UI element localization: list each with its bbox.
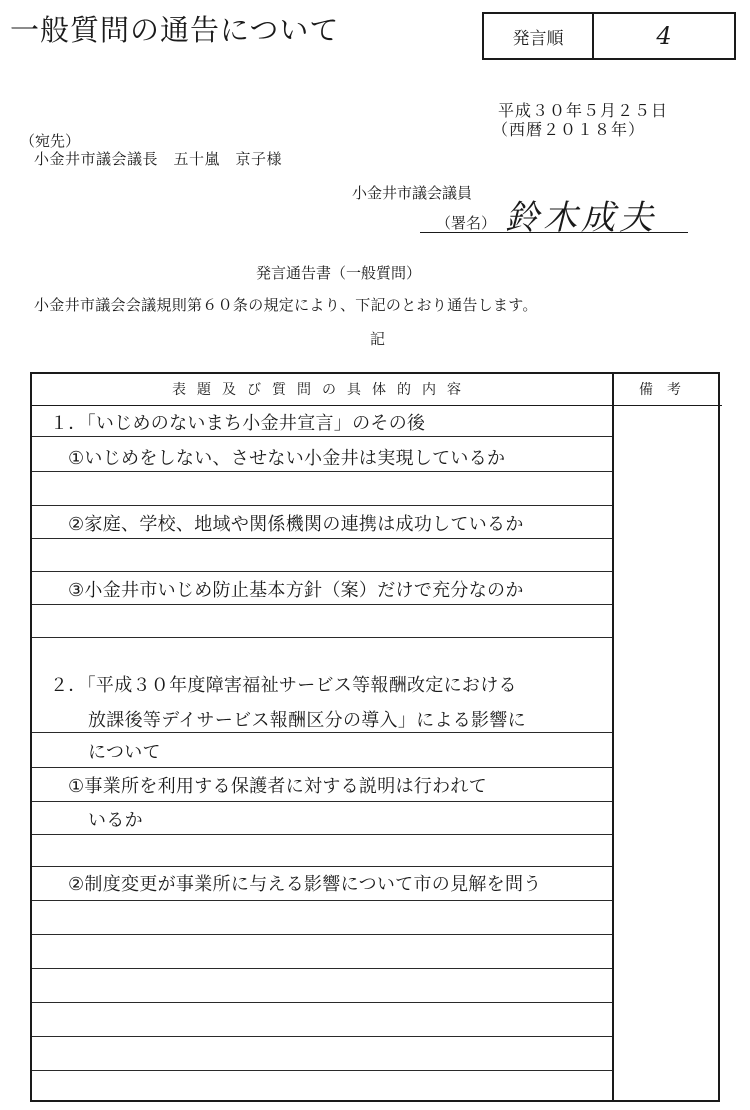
- ruled-line: [32, 505, 612, 506]
- speaking-order-box: [482, 12, 736, 60]
- ruled-line: [32, 866, 612, 867]
- header-rule-note: [612, 405, 722, 406]
- header-rule: [32, 405, 612, 406]
- date-japanese: 平成３０年５月２５日: [498, 101, 669, 120]
- document-subtitle: 発言通告書（一般質問）: [256, 264, 422, 282]
- question-item-1-2: ②家庭、学校、地域や関係機関の連携は成功しているか: [68, 514, 524, 535]
- ruled-line: [32, 732, 612, 733]
- ruled-line: [32, 767, 612, 768]
- date-western: （西暦２０１８年）: [492, 120, 646, 139]
- signature-label: （署名）: [436, 214, 497, 232]
- ruled-line: [32, 1070, 612, 1071]
- ruled-line: [32, 1036, 612, 1037]
- handwritten-signature: 鈴木成夫: [505, 198, 657, 238]
- addressee-name: 小金井市議会議長 五十嵐 京子様: [34, 150, 283, 168]
- ruled-line: [32, 637, 612, 638]
- document-title: 一般質問の通告について: [10, 13, 340, 47]
- addressee-label: （宛先）: [20, 132, 81, 150]
- ruled-line: [32, 968, 612, 969]
- ruled-line: [32, 900, 612, 901]
- ruled-line: [32, 604, 612, 605]
- ruled-line: [32, 1002, 612, 1003]
- question-item-1-3: ③小金井市いじめ防止基本方針（案）だけで充分なのか: [68, 580, 524, 601]
- signature-underline: [420, 232, 688, 233]
- question-item-2-1: ①事業所を利用する保護者に対する説明は行われて: [68, 776, 488, 797]
- question-heading-2-cont: 放課後等デイサービス報酬区分の導入」による影響に: [88, 710, 526, 731]
- sender-title: 小金井市議会議員: [352, 184, 473, 202]
- ruled-line: [32, 801, 612, 802]
- table-header-content: 表題及び質問の具体的内容: [172, 382, 472, 398]
- ki-mark: 記: [370, 330, 386, 348]
- question-heading-2-cont: について: [88, 742, 161, 763]
- column-divider: [612, 374, 614, 1100]
- question-heading-2: ２．「平成３０年度障害福祉サービス等報酬改定における: [50, 675, 517, 696]
- question-table: [30, 372, 720, 1102]
- ruled-line: [32, 436, 612, 437]
- ruled-line: [32, 834, 612, 835]
- ruled-line: [32, 538, 612, 539]
- speaking-order-label: 発言順: [484, 14, 594, 58]
- question-item-1-1: ①いじめをしない、させない小金井は実現しているか: [68, 448, 506, 469]
- speaking-order-value: 4: [656, 22, 672, 50]
- question-item-2-2: ②制度変更が事業所に与える影響について市の見解を問う: [68, 874, 542, 895]
- table-header-notes: 備考: [639, 382, 695, 398]
- question-item-2-1-cont: いるか: [88, 810, 143, 831]
- ruled-line: [32, 571, 612, 572]
- ruled-line: [32, 471, 612, 472]
- question-heading-1: １．「いじめのないまち小金井宣言」のその後: [50, 413, 426, 434]
- ruled-line: [32, 934, 612, 935]
- rule-statement: 小金井市議会会議規則第６０条の規定により、下記のとおり通告します。: [34, 296, 538, 314]
